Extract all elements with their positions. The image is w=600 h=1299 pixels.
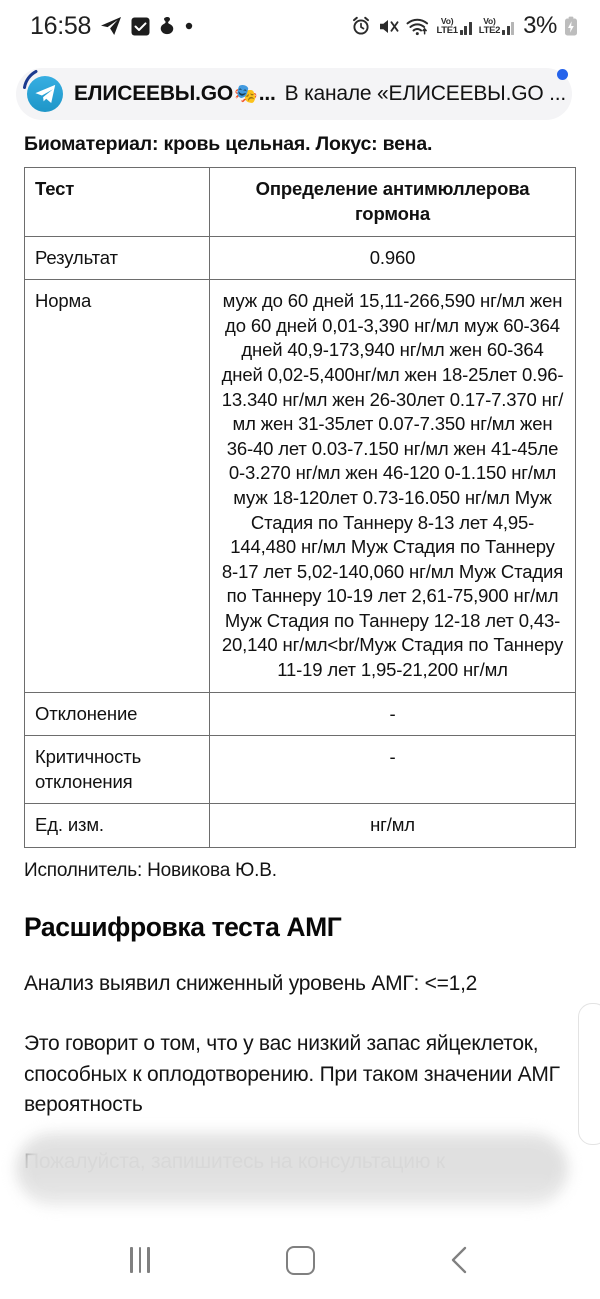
table-row [25, 804, 576, 848]
lab-result-table [24, 167, 576, 848]
notification-banner[interactable] [14, 66, 574, 122]
battery-percent-label: 3% [523, 12, 557, 39]
paragraph-amh-level: Анализ выявил сниженный уровень АМГ: <=1,2 [24, 972, 478, 996]
row-value-criticality: - [210, 736, 576, 804]
blurred-loading-overlay [16, 1133, 568, 1205]
volte-lte1-icon [436, 17, 471, 34]
home-button[interactable] [265, 1235, 335, 1285]
status-bar-clock: 16:58 [30, 11, 92, 40]
document-content [0, 132, 600, 1177]
home-icon [286, 1246, 315, 1275]
table-row-header [25, 168, 576, 236]
status-bar-left [30, 12, 193, 41]
paragraph-explanation: Это говорит о том, что у вас низкий запас яйцеклеток, способных к оплодотворению. При таком значении АМГ вероятность [24, 1032, 560, 1117]
row-label-units: Ед. изм. [25, 804, 210, 848]
signal-bars-2-icon [502, 20, 514, 35]
recents-button[interactable] [105, 1235, 175, 1285]
table-row [25, 280, 576, 693]
table-header-label: Тест [25, 168, 210, 236]
telegram-send-icon [100, 16, 122, 36]
back-button[interactable] [425, 1235, 495, 1285]
wifi-icon [406, 17, 429, 36]
table-row [25, 692, 576, 736]
row-label-norm: Норма [25, 280, 210, 693]
notification-unread-dot [557, 69, 568, 80]
executor-line: Исполнитель: Новикова Ю.В. [24, 860, 277, 882]
page-title: Расшифровка теста АМГ [24, 912, 342, 943]
app-badge-icon [159, 16, 176, 36]
dot-icon [185, 22, 193, 30]
recents-icon [130, 1247, 150, 1273]
checkbox-checked-icon [131, 17, 150, 36]
alarm-icon [351, 16, 371, 36]
table-header-value: Определение антимюллерова гормона [210, 168, 576, 236]
overlay-rounded-edge [578, 1003, 600, 1145]
telegram-avatar [27, 76, 63, 112]
row-label-criticality: Критичность отклонения [25, 736, 210, 804]
row-label-deviation: Отклонение [25, 692, 210, 736]
row-value-norm: муж до 60 дней 15,11-266,590 нг/мл жен до 60 дней 0,01-3,390 нг/мл муж 60-364 дней 40,9-173,940 нг/мл жен 60-364 дней 0,02-5,400нг/мл жен 18-25лет 0.96-13.340 нг/мл жен 26-30лет 0.17-7.370 нг/мл жен 31-35лет 0.07-7.350 нг/мл жен 36-40 лет 0.03-7.150 нг/мл жен 41-45ле 0-3.270 нг/мл жен 46-120 0-1.150 нг/мл муж 18-120лет 0.73-16.050 нг/мл Муж Стадия по Таннеру 8-13 лет 4,95-144,480 нг/мл Муж Стадия по Таннеру 8-17 лет 5,02-140,060 нг/мл Муж Стадия по Таннеру 10-19 лет 2,61-75,900 нг/мл Муж Стадия по Таннеру 12-18 лет 0,43-20,140 нг/мл<br/Муж Стадия по Таннеру 11-19 лет 1,95-21,200 нг/мл [210, 280, 576, 693]
row-label-result: Результат [25, 236, 210, 280]
notification-title-ellipsis: ... [258, 82, 276, 105]
row-value-result: 0.960 [210, 236, 576, 280]
mute-icon [378, 17, 399, 36]
notification-emoji-icon: 🎭 [234, 84, 258, 105]
signal-bars-1-icon [460, 20, 472, 35]
back-chevron-icon [449, 1245, 471, 1275]
notification-preview-text: В канале «ЕЛИСЕЕВЫ.GO ... [284, 82, 567, 105]
row-value-units: нг/мл [210, 804, 576, 848]
lte2-label: LTE2 [478, 24, 501, 36]
row-value-deviation: - [210, 692, 576, 736]
status-bar [0, 0, 600, 52]
notification-pill[interactable] [16, 68, 572, 120]
battery-charging-icon [564, 16, 578, 37]
lte1-label: LTE1 [436, 24, 458, 36]
notification-channel-title: ЕЛИСЕЕВЫ.GO [74, 82, 234, 105]
android-nav-bar [0, 1221, 600, 1299]
biomaterial-line: Биоматериал: кровь цельная. Локус: вена. [24, 133, 433, 155]
status-bar-right [351, 12, 578, 40]
table-row [25, 236, 576, 280]
volte-label-1: Vo) [440, 16, 454, 27]
volte-lte2-icon [479, 17, 514, 34]
table-row [25, 736, 576, 804]
volte-label-2: Vo) [483, 16, 496, 27]
